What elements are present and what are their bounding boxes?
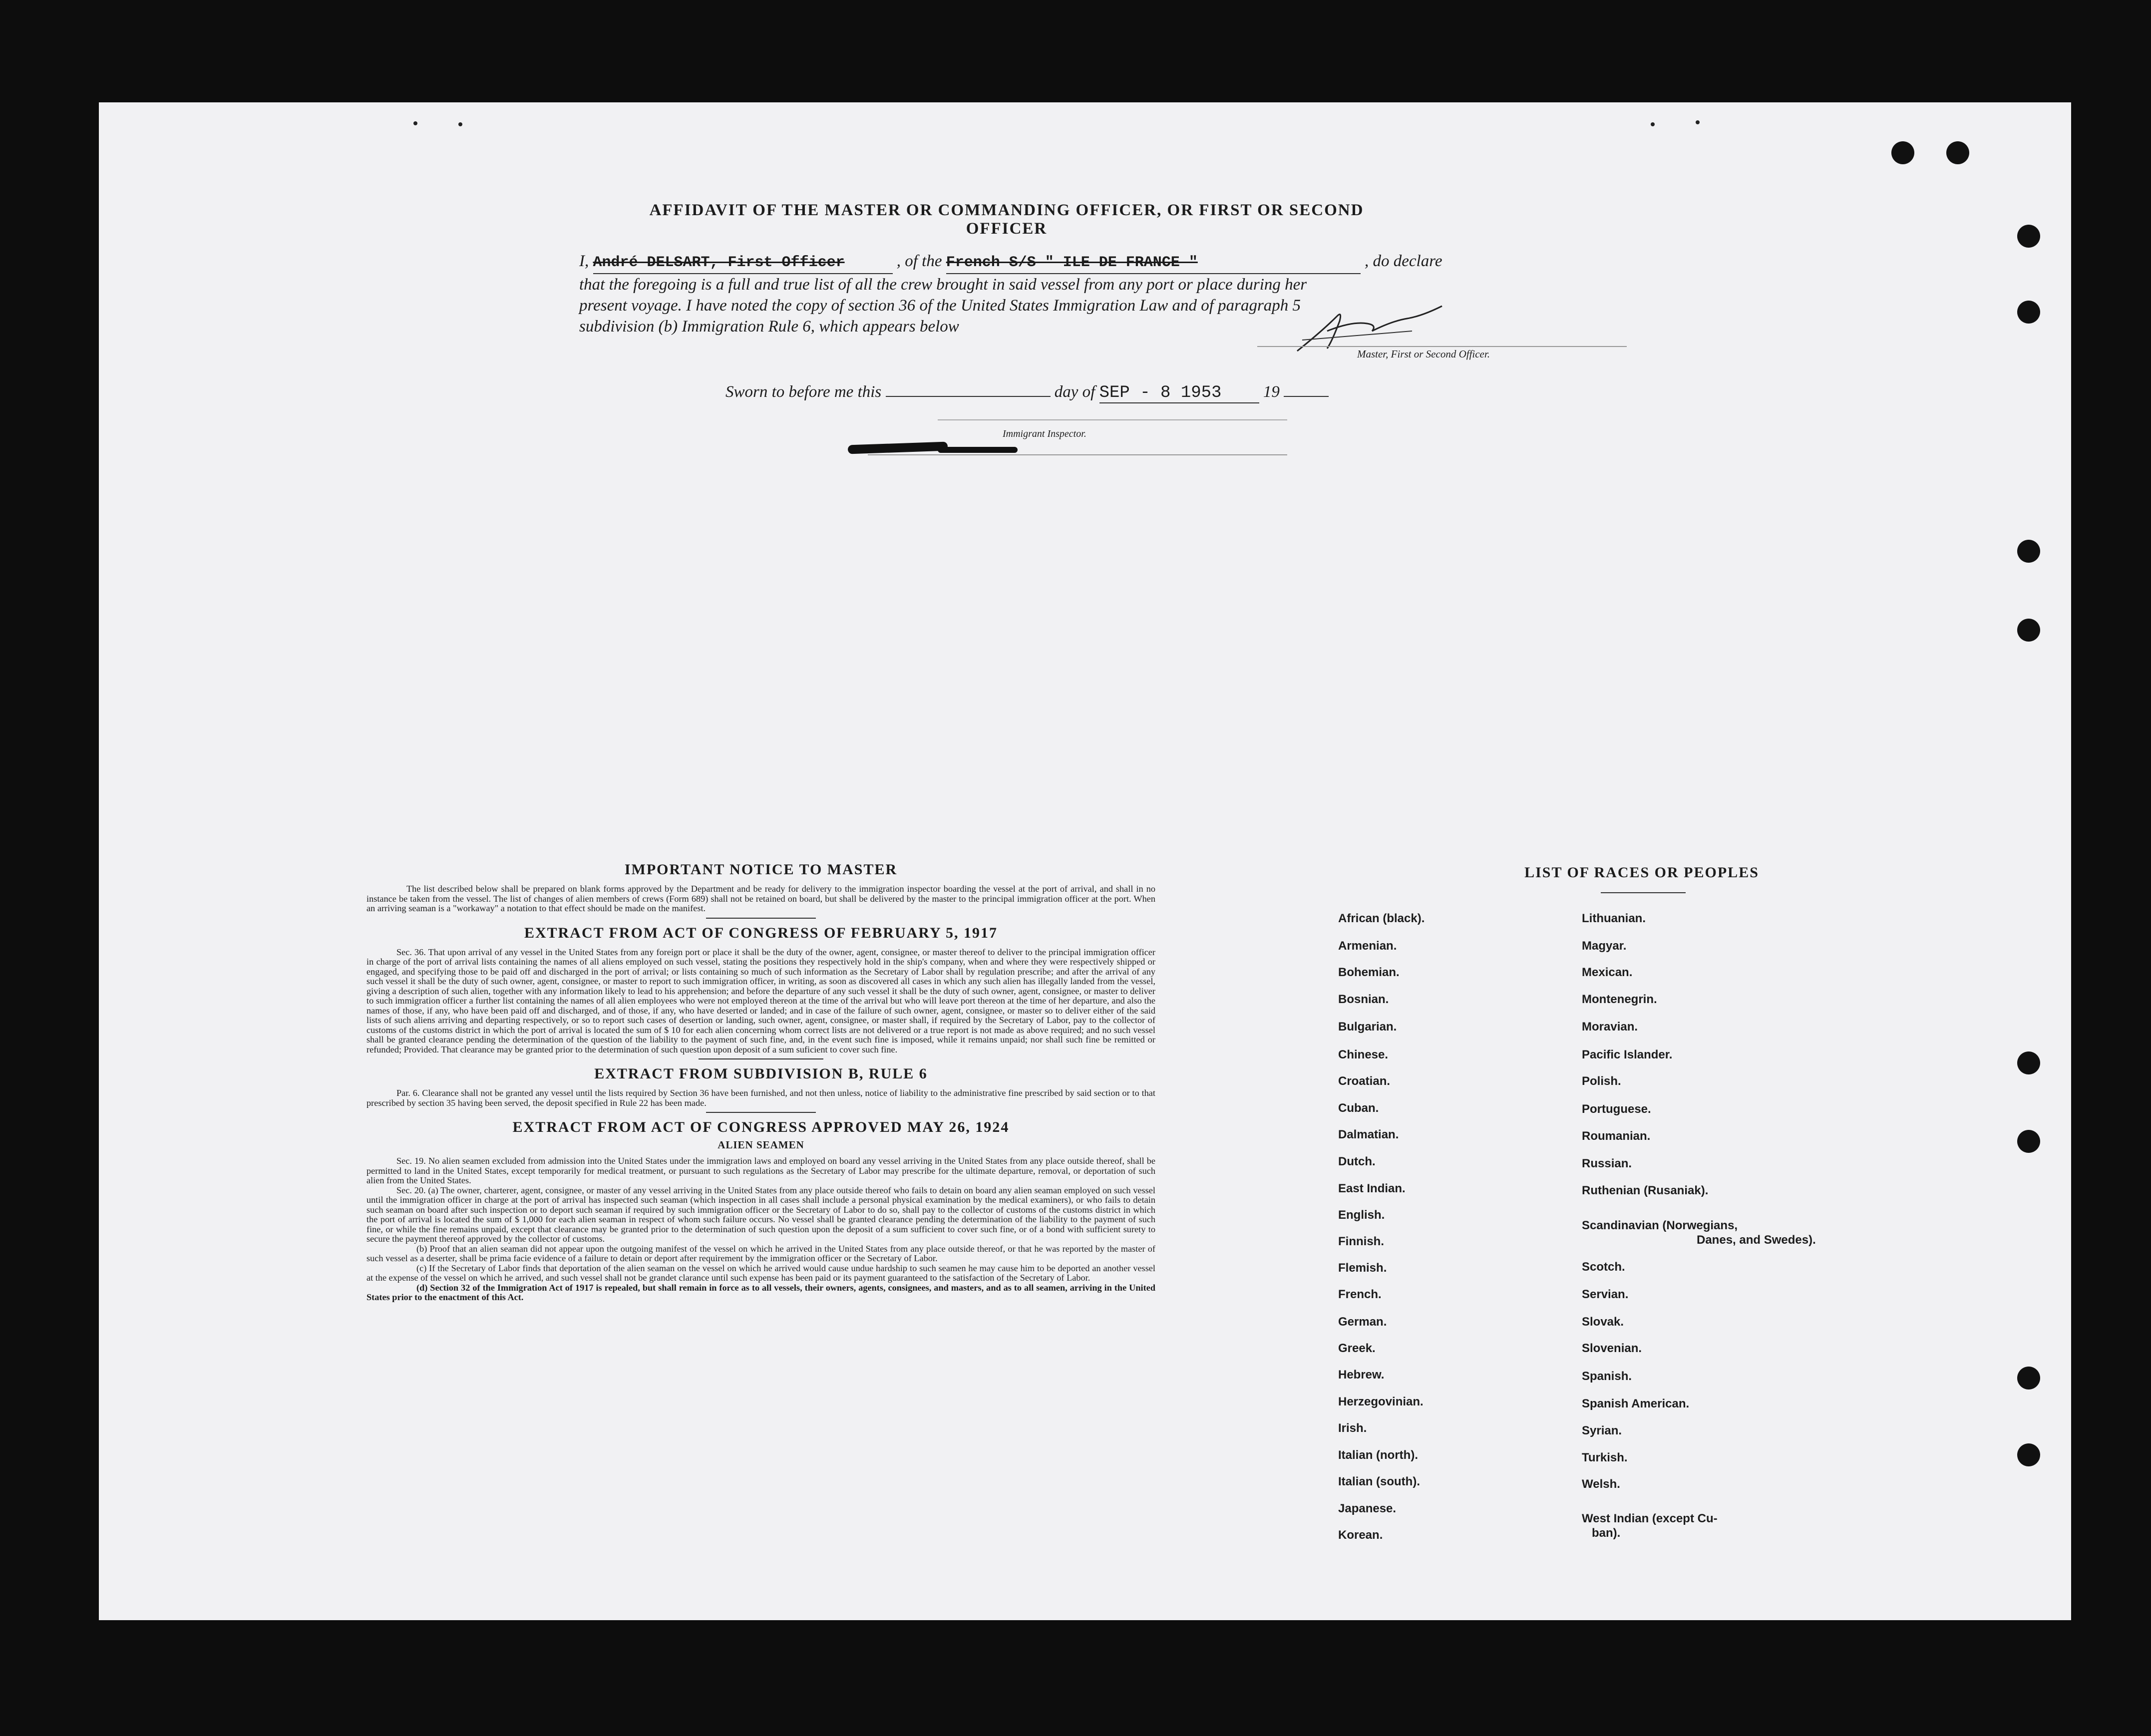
vessel-field (946, 251, 1361, 274)
race-item: ban). (1592, 1526, 1621, 1540)
sec-19-text: Sec. 19. No alien seamen excluded from admission into the United States under the immigration laws and employed on board any vessel arriving in the United States from any place outside thereof, shall be permitted to land in the United States, except temporarily for medical treatment, or pursuant to such regulations as the Secretary of Labor may prescribe for the ultimate departure, removal, or deportation of such alien from the United States. (366, 1156, 1155, 1185)
race-item: Danes, and Swedes). (1697, 1233, 1816, 1247)
inspector-signature-tail (938, 447, 1018, 453)
race-item: Finnish. (1338, 1235, 1384, 1248)
notice-title: IMPORTANT NOTICE TO MASTER (624, 861, 898, 878)
vessel-typed: French S/S " ILE DE FRANCE " (946, 254, 1198, 271)
race-item: East Indian. (1338, 1182, 1406, 1195)
date-stamp: SEP - 8 1953 (1099, 383, 1222, 402)
race-item: Lithuanian. (1582, 912, 1646, 925)
race-item: Japanese. (1338, 1502, 1397, 1515)
binder-hole (2017, 1367, 2040, 1389)
document-sheet (99, 102, 2071, 1620)
binder-hole (2017, 540, 2040, 563)
race-item: English. (1338, 1208, 1385, 1222)
sec-20b-text: (b) Proof that an alien seaman did not appear upon the outgoing manifest of the vessel on which he arrived in the United States from any place outside thereof, or that he was reported by the master of such vessel as a deserter, shall be prima facie evidence of a failure to detain or deport after requirement by the immigration officer or the Secretary of Labor. (366, 1243, 1155, 1263)
race-item: Chinese. (1338, 1048, 1389, 1061)
races-divider (1601, 892, 1686, 893)
race-item: French. (1338, 1288, 1382, 1301)
ink-speck (458, 122, 462, 126)
binder-hole (2017, 1051, 2040, 1074)
divider (706, 1112, 816, 1113)
binder-hole (1891, 141, 1914, 164)
act-1924-subtitle: ALIEN SEAMEN (717, 1139, 804, 1151)
race-item: Bosnian. (1338, 993, 1389, 1006)
race-item: Bulgarian. (1338, 1020, 1397, 1034)
ink-speck (1651, 122, 1655, 126)
race-item: Magyar. (1582, 939, 1627, 953)
race-item: Mexican. (1582, 966, 1633, 979)
race-item: Scotch. (1582, 1260, 1625, 1274)
races-title: LIST OF RACES OR PEOPLES (1524, 864, 1759, 881)
race-item: Pacific Islander. (1582, 1048, 1673, 1061)
race-item: Scandinavian (Norwegians, (1582, 1219, 1738, 1232)
sworn-line (725, 383, 1624, 403)
race-item: Polish. (1582, 1074, 1621, 1088)
race-item: Greek. (1338, 1342, 1376, 1355)
race-item: Montenegrin. (1582, 993, 1657, 1006)
sec-20c-text: (c) If the Secretary of Labor finds that deportation of the alien seaman on the vessel on which he arrived would cause undue hardship to such seamen he may cause him to be deported an another vessel at the expense of the vessel on which he arrived, and such vessel shall not be grandet clarance until such expense has been paid or its payment guaranteed to the satisfaction of the Secretary of Labor. (366, 1263, 1155, 1283)
race-item: Korean. (1338, 1528, 1383, 1542)
act-1917-title: EXTRACT FROM ACT OF CONGRESS OF FEBRUARY 5, 1917 (524, 924, 998, 941)
race-item: Servian. (1582, 1288, 1629, 1301)
race-item: Hebrew. (1338, 1368, 1385, 1382)
officer-typed: André DELSART, First Officer (593, 254, 845, 271)
year-prefix: 19 (1263, 383, 1280, 401)
race-item: Slovenian. (1582, 1342, 1642, 1355)
race-item: Slovak. (1582, 1315, 1624, 1329)
notice-section (366, 861, 1155, 1303)
binder-hole (2017, 225, 2040, 248)
binder-hole (2017, 619, 2040, 642)
sworn-day-field (886, 396, 1051, 397)
affidavit-line-1 (579, 251, 1528, 274)
race-item: Russian. (1582, 1157, 1632, 1170)
race-item: Bohemian. (1338, 966, 1400, 979)
affidavit-intro: I, (579, 252, 589, 270)
race-item: Herzegovinian. (1338, 1395, 1424, 1408)
race-item: West Indian (except Cu- (1582, 1512, 1718, 1525)
affidavit-declare: , do declare (1364, 252, 1442, 270)
race-item: Croatian. (1338, 1074, 1391, 1088)
binder-hole (2017, 1443, 2040, 1466)
race-item: Dutch. (1338, 1155, 1376, 1168)
affidavit-of-the: , of the (896, 252, 942, 270)
rule-6-text: Par. 6. Clearance shall not be granted any vessel until the lists required by Section 36 have been furnished, and not then unless, notice of liability to the administrative fine prescribed by said section or to that prescribed by section 35 having been served, the deposit specified in Rule 22 has been made. (366, 1088, 1155, 1108)
race-item: Welsh. (1582, 1477, 1620, 1491)
rule-6-title: EXTRACT FROM SUBDIVISION B, RULE 6 (594, 1065, 928, 1082)
race-item: Roumanian. (1582, 1129, 1651, 1143)
sworn-text: Sworn to before me this (725, 383, 882, 401)
race-item: Syrian. (1582, 1424, 1622, 1437)
year-field (1284, 396, 1329, 397)
race-item: Spanish. (1582, 1370, 1632, 1383)
divider (706, 918, 816, 919)
divider (699, 1058, 823, 1059)
race-item: Flemish. (1338, 1261, 1387, 1275)
signature-rule (1257, 346, 1627, 347)
inspector-signature (848, 442, 948, 454)
inspector-caption: Immigrant Inspector. (1003, 428, 1086, 439)
binder-hole (1946, 141, 1969, 164)
race-item: Spanish American. (1582, 1397, 1690, 1410)
day-of-text: day of (1054, 383, 1095, 401)
race-item: Dalmatian. (1338, 1128, 1399, 1141)
race-item: Cuban. (1338, 1101, 1379, 1115)
race-item: Portuguese. (1582, 1102, 1651, 1116)
affidavit-title: AFFIDAVIT OF THE MASTER OR COMMANDING OFFICER, OR FIRST OR SECOND OFFICER (649, 201, 1364, 238)
inspector-rule (868, 454, 1287, 455)
act-1917-text: Sec. 36. That upon arrival of any vessel in the United States from any foreign port or place it shall be the duty of the owner, agent, consignee, or master thereof to deliver to the principal immigration officer in charge of the port of arrival lists containing the names of all aliens employed on such vessel, stating the positions they respectively hold in the ship's company, when and where they were respectively shipped or engaged, and specifying those to be paid off and discharged in the port of arrival; or lists containing so much of such information as the Secretary of Labor shall by regulation prescribe; and after the arrival of any such vessel it shall be the duty of such owner, agent, consignee, or master to report to such immigration officer, in writing, as soon as discovered all cases in which any such alien has illegally landed from the vessel, giving a description of such alien, together with any information likely to lead to his apprehension; and before the departure of any such vessel it shall be the duty of such owner, agent, consignee, or master to deliver to such immigration officer a further list containing the names of all alien employees who were not employed thereon at the time of the arrival but who will leave port thereon at the time of her departure, and also the names of those, if any, who have been paid off and discharged, and of those, if any, who have deserted or landed; and in case of the failure of such owner, agent, consignee, or master so to deliver either of the said lists of such aliens arriving and departing respectively, or so to report such cases of desertion or landing, such owner, agent, consignee, or master shall, if required by the Secretary of Labor, pay to the collector of customs of the customs district in which the port of arrival is located the sum of $ 10 for each alien concerning whom correct lists are not delivered or a true report is not made as above required; and no such vessel shall be granted clearance pending the determination of the question of the liability to the payment of such fine, and, in the event such fine is imposed, while it remains unpaid; nor shall such fine be remitted or refunded; Provided. That clearance may be granted prior to the determination of such question upon deposit of a sum suficient to cover such fine. (366, 947, 1155, 1054)
sworn-month-field (1099, 383, 1259, 403)
race-item: African (black). (1338, 912, 1425, 925)
affidavit-line-3: present voyage. I have noted the copy of section 36 of the United States Immigration Law and of paragraph 5 (579, 297, 1301, 315)
act-1924-title: EXTRACT FROM ACT OF CONGRESS APPROVED MAY 26, 1924 (512, 1119, 1010, 1135)
ink-speck (413, 121, 417, 125)
race-item: Italian (north). (1338, 1448, 1418, 1462)
race-item: Armenian. (1338, 939, 1397, 953)
race-item: Irish. (1338, 1421, 1367, 1435)
notice-text: The list described below shall be prepared on blank forms approved by the Department and be ready for delivery to the immigration inspector boarding the vessel at the port of arrival, and shall in no instance be taken from the vessel. The list of changes of alien members of crews (Form 689) shall not be retained on board, but shall be delivered by the master to the principal immigration officer at the port. When an arriving seaman is a "workaway" a notation to that effect should be made on the manifest. (366, 884, 1155, 913)
ink-speck (1696, 120, 1700, 124)
affidavit-line-2: that the foregoing is a full and true list of all the crew brought in said vessel from any port or place during her (579, 276, 1307, 294)
race-item: German. (1338, 1315, 1387, 1329)
officer-field (593, 251, 893, 274)
sec-20d-text: (d) Section 32 of the Immigration Act of 1917 is repealed, but shall remain in force as to all vessels, their owners, agents, consignees, and masters, and as to all seamen, arriving in the United States prior to the enactment of this Act. (366, 1282, 1155, 1302)
sworn-rule (938, 419, 1287, 420)
race-item: Moravian. (1582, 1020, 1638, 1034)
sec-20a-text: Sec. 20. (a) The owner, charterer, agent, consignee, or master of any vessel arriving in the United States from any place outside thereof who fails to detain on board any alien seaman employed on such vessel until the immigration officer in charge at the port of arrival has inspected such seaman (which inspection in all cases shall include a personal physical examination by the medical examiners), or who fails to detain such seaman on board after such inspection or to deport such seaman if required by such immigration officer or the Secretary of Labor to do so, shall pay to the collector of customs of the customs district in which the port of arrival is located the sum of $ 1,000 for each alien seaman in respect of whom such failure occurs. No vessel shall be granted clearance pending the determination of the liability to the payment of such fine, or while the fine remains unpaid, except that clearance may be granted prior to the determination of such question upon the deposit of a sum sufficient to cover such fine, or of a bond with sufficient surety to secure the payment thereof approved by the collector of customs. (366, 1185, 1155, 1244)
binder-hole (2017, 301, 2040, 324)
race-item: Italian (south). (1338, 1475, 1420, 1488)
race-item: Ruthenian (Rusaniak). (1582, 1184, 1709, 1197)
race-item: Turkish. (1582, 1451, 1628, 1464)
binder-hole (2017, 1130, 2040, 1153)
signature-caption: Master, First or Second Officer. (1357, 348, 1490, 360)
affidavit-line-4: subdivision (b) Immigration Rule 6, which appears below (579, 318, 959, 336)
